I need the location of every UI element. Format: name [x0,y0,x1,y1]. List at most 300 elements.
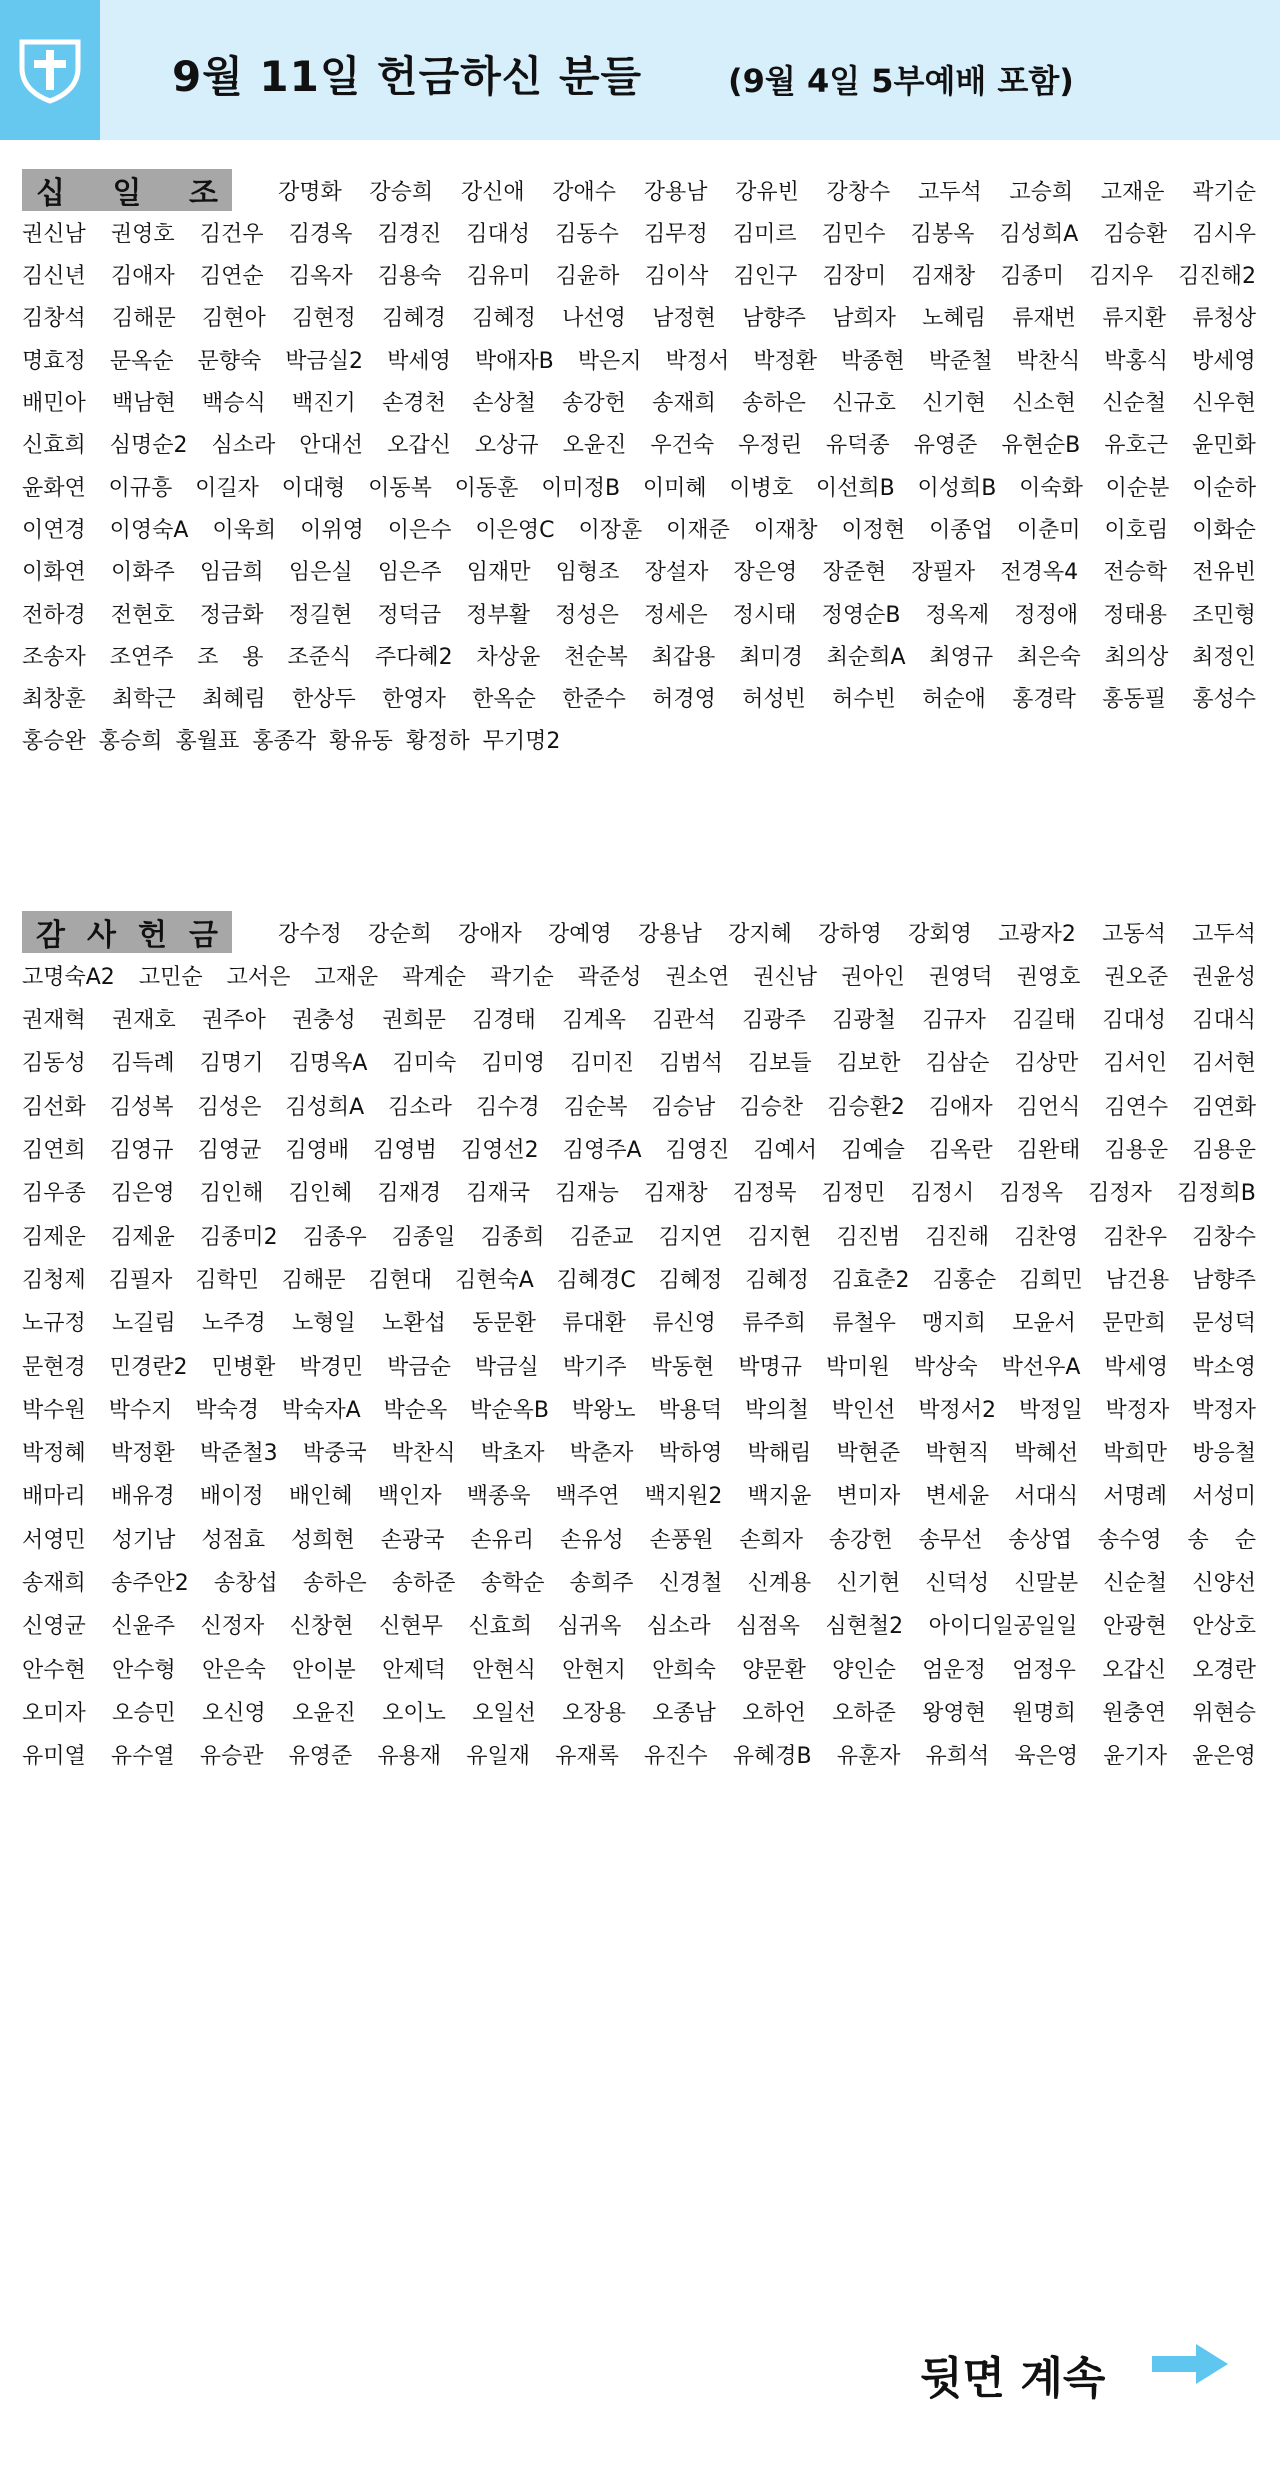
donor-name: 남정현 [652,306,716,332]
donor-name: 이욱희 [212,517,277,543]
donor-name: 박정서2 [918,1397,996,1423]
donor-name: 김진해 [925,1224,990,1250]
donor-name: 정정애 [1014,602,1079,628]
donor-name: 방응철 [1192,1441,1256,1467]
donor-name: 백주연 [555,1484,620,1510]
donor-name: 박애자B [474,348,554,374]
donor-name: 최정인 [1192,644,1256,670]
donor-name: 박명규 [738,1354,803,1380]
donor-name: 정부활 [466,602,530,628]
donor-name: 박초자 [480,1441,545,1467]
donor-name: 이종업 [929,517,993,543]
donor-name: 이대형 [281,475,346,501]
donor-name: 최의상 [1104,644,1169,670]
donor-name: 최은숙 [1016,644,1081,670]
donor-name: 김영선2 [460,1138,539,1163]
donor-name: 정태용 [1103,602,1167,628]
donor-name: 권윤성 [1192,964,1256,990]
donor-name: 김완태 [1016,1138,1081,1163]
donor-name: 유덕종 [825,433,890,459]
donor-name: 김광주 [742,1008,806,1034]
donor-name: 정옥제 [925,602,990,628]
donor-name: 나선영 [562,306,626,332]
donor-name: 양인순 [832,1657,896,1683]
donor-name: 송강헌 [562,391,626,416]
donor-name: 박순옥 [383,1397,448,1423]
donor-name: 유미열 [22,1744,86,1770]
name-row [22,1085,1256,1125]
donor-name: 곽준성 [577,964,642,990]
donor-name: 김용운 [1192,1138,1256,1163]
donor-name: 아이디일공일일 [928,1614,1078,1640]
donor-name: 류청상 [1192,306,1256,332]
donor-name: 송하은 [742,391,806,416]
donor-name: 이재창 [753,517,818,543]
donor-name: 고민순 [138,964,203,990]
donor-name: 김필자 [108,1267,173,1293]
donor-name: 송하은 [302,1571,367,1596]
name-row [22,382,1256,422]
donor-name: 박소영 [1192,1354,1256,1380]
donor-name: 강하영 [818,921,882,947]
donor-name: 양문환 [742,1657,806,1683]
donor-name: 노길림 [112,1311,176,1337]
donor-name: 김종미 [1000,264,1065,290]
donor-name: 안현식 [472,1657,536,1683]
donor-name: 이미정B [541,475,621,501]
donor-name: 김성은 [197,1094,262,1120]
donor-name: 손유성 [559,1527,624,1553]
donor-name: 박금실2 [285,348,364,374]
donor-name: 김찬우 [1103,1224,1168,1250]
donor-name: 오승민 [112,1700,176,1726]
donor-name: 오갑신 [1102,1657,1166,1683]
header-bar [0,0,1280,140]
donor-name: 김삼순 [925,1051,990,1077]
donor-name: 전경옥4 [1000,560,1079,586]
donor-name: 손경천 [382,391,446,416]
donor-name: 강회영 [908,921,972,947]
donor-name: 권신남 [22,221,86,247]
donor-name: 유영준 [913,433,978,459]
donor-name: 안현지 [562,1657,626,1683]
donor-name: 최혜림 [202,687,266,713]
donor-name: 손상철 [472,391,536,416]
donor-name: 김대성 [1102,1008,1166,1034]
donor-name: 유희석 [925,1744,990,1770]
donor-name: 고광자2 [998,921,1076,947]
donor-name: 위현승 [1192,1700,1256,1726]
donor-name: 송수영 [1097,1527,1162,1553]
donor-name: 고명숙A2 [22,964,115,990]
name-row [22,1735,1256,1775]
name-row [22,1605,1256,1645]
donor-name: 서성미 [1192,1484,1256,1510]
name-row [278,912,1256,952]
donor-name: 홍승희 [98,729,163,755]
donor-name: 심소라 [211,433,276,459]
donor-name: 김영진 [665,1138,730,1163]
section-label-char: 헌 [138,918,167,953]
donor-name: 오장용 [562,1700,626,1726]
name-row [22,255,1256,295]
donor-name: 박경민 [299,1354,364,1380]
donor-name: 권영호 [110,221,175,247]
donor-name: 황유동 [329,729,393,755]
donor-name: 유현순B [1001,433,1081,459]
donor-name: 엄정우 [1012,1657,1076,1683]
name-row [22,1518,1256,1558]
donor-name: 김득례 [110,1051,175,1077]
donor-name: 허성빈 [742,687,806,713]
name-row [22,1172,1256,1212]
donor-name: 신현무 [379,1614,443,1640]
donor-name: 김인혜 [288,1181,353,1207]
donor-name: 김현아 [202,306,266,332]
donor-name: 김혜정 [472,306,536,332]
donor-name: 유진수 [643,1744,708,1770]
donor-name: 최순희A [826,644,906,670]
donor-name: 허경영 [652,687,716,713]
donor-name: 유혜경B [732,1744,812,1770]
donor-name: 정금화 [199,602,264,628]
donor-name: 곽기순 [1192,179,1256,205]
donor-name: 신효희 [468,1614,533,1640]
donor-name: 박금실 [474,1354,539,1380]
donor-name: 박혜선 [1014,1441,1079,1467]
section-label-char: 감 [36,918,65,953]
donor-name: 노환섭 [382,1311,446,1337]
donor-name: 이병호 [729,475,794,501]
donor-name: 김진해2 [1178,264,1256,290]
donor-name: 오윤진 [562,433,627,459]
section-label-char: 사 [87,918,116,953]
donor-name: 김혜경 [382,306,446,332]
donor-name: 김재능 [555,1181,619,1207]
donor-name: 신양선 [1192,1571,1256,1596]
donor-name: 오일선 [472,1700,536,1726]
donor-name: 배민아 [22,391,86,416]
donor-name: 안대선 [299,433,364,459]
section-label [22,911,232,953]
donor-name: 백종욱 [466,1484,531,1510]
donor-name: 안은숙 [202,1657,266,1683]
donor-name: 주다혜2 [374,644,453,670]
donor-name: 김대식 [1192,1008,1256,1034]
name-row [22,1129,1256,1169]
donor-name: 강신애 [460,179,525,205]
donor-name: 류재번 [1012,306,1076,332]
name-row [22,551,1256,591]
donor-name: 남향주 [1192,1267,1256,1293]
donor-name: 원충연 [1102,1700,1166,1726]
donor-name: 박찬식 [391,1441,456,1467]
donor-name: 문옥순 [109,348,174,374]
donor-name: 성희현 [290,1527,355,1553]
donor-name: 김은영 [110,1181,175,1207]
donor-name: 손풍원 [649,1527,714,1553]
donor-name: 배마리 [22,1484,86,1510]
donor-name: 이동복 [368,475,432,501]
donor-name: 박희만 [1103,1441,1168,1467]
donor-name: 임은실 [288,560,353,586]
name-row [22,1648,1256,1688]
name-row [22,339,1256,379]
donor-name: 오하언 [742,1700,806,1726]
donor-name: 전승학 [1103,560,1168,586]
donor-name: 고재운 [1100,179,1165,205]
donor-name: 김동성 [22,1051,86,1077]
donor-name: 신우현 [1192,391,1256,416]
donor-name: 장은영 [733,560,798,586]
donor-name: 이정현 [841,517,906,543]
name-row [22,1258,1256,1298]
donor-name: 신순철 [1103,1571,1168,1596]
arrow-right-icon [1150,2340,1230,2388]
donor-name: 박수지 [108,1397,173,1423]
donor-name: 김종일 [391,1224,456,1250]
donor-name: 신효희 [22,433,86,459]
donor-name: 백진기 [292,391,356,416]
donor-name: 백인자 [377,1484,442,1510]
donor-name: 윤기자 [1103,1744,1167,1770]
donor-name: 이화주 [110,560,175,586]
donor-name: 박하영 [658,1441,723,1467]
donor-name: 김재창 [643,1181,708,1207]
donor-name: 백지윤 [747,1484,812,1510]
donor-name: 안제덕 [382,1657,446,1683]
donor-name: 박금순 [387,1354,451,1380]
donor-name: 홍종각 [252,729,317,755]
donor-name: 김영규 [109,1138,174,1163]
donor-name: 배이정 [199,1484,264,1510]
donor-name: 김학민 [195,1267,259,1293]
donor-name: 김재창 [911,264,976,290]
donor-name: 고동석 [1102,921,1166,947]
donor-name: 오종남 [652,1700,716,1726]
donor-name: 신덕성 [925,1571,990,1596]
donor-name: 김인구 [733,264,798,290]
donor-name: 김정시 [910,1181,975,1207]
donor-name: 김혜경C [556,1267,636,1293]
donor-name: 김성희A [999,221,1079,247]
donor-name: 권재혁 [22,1008,86,1034]
donor-name: 김정자 [1088,1181,1152,1207]
donor-name: 오이노 [382,1700,446,1726]
donor-name: 송희주 [569,1571,634,1596]
donor-name: 강애자 [458,921,522,947]
donor-name: 송강헌 [828,1527,893,1553]
donor-name: 이선희B [815,475,895,501]
donor-name: 김영균 [197,1138,262,1163]
donor-name: 김우종 [22,1181,86,1207]
donor-name: 왕영현 [922,1700,986,1726]
donor-name: 심귀옥 [557,1614,622,1640]
donor-name: 최학근 [112,687,176,713]
donor-name: 정영순B [821,602,901,628]
donor-name: 한상두 [292,687,356,713]
donor-name: 백승식 [202,391,266,416]
donor-name: 변미자 [836,1484,901,1510]
donor-name: 안수형 [112,1657,176,1683]
donor-name: 김용숙 [377,264,442,290]
donor-name: 유재록 [555,1744,619,1770]
donor-name: 정세은 [643,602,708,628]
name-row [22,1302,1256,1342]
donor-name: 김경옥 [288,221,353,247]
donor-name: 신소현 [1012,391,1076,416]
donor-name: 임은주 [377,560,442,586]
donor-name: 임금희 [199,560,264,586]
donor-name: 이규흥 [108,475,173,501]
donor-name: 이숙화 [1019,475,1083,501]
donor-name: 김예슬 [841,1138,905,1163]
donor-name: 육은영 [1014,1744,1079,1770]
donor-name: 신말분 [1014,1571,1079,1596]
donor-name: 김승환2 [827,1094,905,1120]
donor-name: 강애수 [552,179,617,205]
donor-name: 송재희 [22,1571,86,1596]
donor-name: 류주희 [742,1311,806,1337]
donor-name: 박정환 [753,348,817,374]
donor-name: 박정혜 [22,1441,86,1467]
donor-name: 용 [242,644,264,670]
section-label-char: 일 [112,176,142,211]
donor-name: 송무선 [918,1527,983,1553]
donor-name: 허수빈 [832,687,896,713]
donor-name: 송주안2 [110,1571,189,1596]
donor-name: 유수열 [110,1744,175,1770]
donor-name: 김지현 [747,1224,812,1250]
donor-name: 박종현 [840,348,905,374]
donor-name: 박숙경 [195,1397,259,1423]
donor-name: 노규정 [22,1311,86,1337]
donor-name: 김보들 [747,1051,812,1077]
donor-name: 오경란 [1192,1657,1256,1683]
donor-name: 유승관 [199,1744,264,1770]
donor-name: 김보한 [836,1051,901,1077]
name-row [22,508,1256,548]
donor-name: 한옥순 [472,687,536,713]
donor-name: 권영호 [1016,964,1081,990]
donor-name: 최영규 [929,644,994,670]
donor-name: 박현준 [836,1441,901,1467]
continue-label: 뒷면 계속 [920,2353,1106,2404]
donor-name: 김유미 [466,264,531,290]
donor-name: 정시태 [732,602,797,628]
donor-name: 박왕노 [571,1397,636,1423]
donor-name: 김성희A [285,1094,365,1120]
donor-name: 심현철2 [825,1614,904,1640]
donor-name: 박동현 [650,1354,715,1380]
donor-name: 조연주 [109,644,174,670]
donor-name: 김해문 [281,1267,346,1293]
donor-name: 조 [197,644,219,670]
donor-name: 이춘미 [1016,517,1081,543]
donor-name: 권아인 [841,964,905,990]
donor-name: 이호림 [1104,517,1169,543]
donor-name: 방세영 [1192,348,1256,374]
donor-name: 김광철 [832,1008,896,1034]
donor-name: 김현대 [368,1267,433,1293]
donor-name: 김관석 [652,1008,716,1034]
donor-name: 김창석 [22,306,86,332]
donor-name: 김옥자 [288,264,353,290]
donor-name: 김영주A [562,1138,642,1163]
donor-name: 이성희B [917,475,997,501]
donor-name: 강순희 [368,921,432,947]
donor-name: 장준현 [822,560,887,586]
name-row [22,1691,1256,1731]
donor-name: 김영배 [285,1138,350,1163]
donor-name: 윤민화 [1192,433,1256,459]
donor-name: 박준철 [928,348,993,374]
donor-name: 손광국 [380,1527,445,1553]
name-row [22,297,1256,337]
donor-name: 김옥란 [928,1138,993,1163]
donor-name: 김연화 [1192,1094,1256,1120]
donor-name: 윤은영 [1192,1744,1256,1770]
donor-name: 김혜정 [745,1267,809,1293]
donor-name: 유일재 [466,1744,530,1770]
donor-name: 원명희 [1012,1700,1076,1726]
donor-name: 김지우 [1089,264,1154,290]
donor-name: 김건우 [199,221,264,247]
donor-name: 강용남 [638,921,702,947]
donor-name: 문성덕 [1192,1311,1256,1337]
donor-name: 노형일 [292,1311,356,1337]
donor-name: 김용운 [1104,1138,1169,1163]
donor-name: 류신영 [652,1311,716,1337]
donor-name: 성점효 [201,1527,266,1553]
donor-name: 권소연 [665,964,730,990]
donor-name: 신경철 [658,1571,723,1596]
page-subtitle: (9월 4일 5부예배 포함) [728,62,1074,100]
name-row [22,466,1256,506]
donor-name: 송재희 [652,391,716,416]
donor-name: 곽기순 [489,964,554,990]
donor-name: 고두석 [917,179,982,205]
donor-name: 모윤서 [1012,1311,1076,1337]
donor-name: 김인해 [199,1181,264,1207]
donor-name: 허순애 [922,687,986,713]
donor-name: 이동훈 [454,475,519,501]
donor-name: 김대성 [466,221,531,247]
name-row [22,212,1256,252]
donor-name: 류철우 [832,1311,896,1337]
donor-name: 박인선 [831,1397,896,1423]
donor-name: 홍승완 [22,729,86,755]
name-row [22,955,1256,995]
donor-name: 안상호 [1192,1614,1256,1640]
donor-name: 김정옥 [999,1181,1064,1207]
donor-name: 강창수 [826,179,891,205]
donor-name: 조송자 [22,644,86,670]
donor-name: 신기현 [836,1571,901,1596]
donor-name: 김연희 [22,1138,86,1163]
church-logo [0,0,100,140]
donor-name: 무기명2 [482,729,561,755]
donor-name: 박선우A [1001,1354,1081,1380]
donor-name: 김이삭 [644,264,709,290]
donor-name: 홍동필 [1102,687,1166,713]
name-row [22,635,1256,675]
section-label-char: 금 [189,918,218,953]
donor-name: 남희자 [832,306,896,332]
donor-name: 김무정 [644,221,708,247]
donor-name: 정길현 [288,602,353,628]
donor-name: 신기현 [922,391,986,416]
